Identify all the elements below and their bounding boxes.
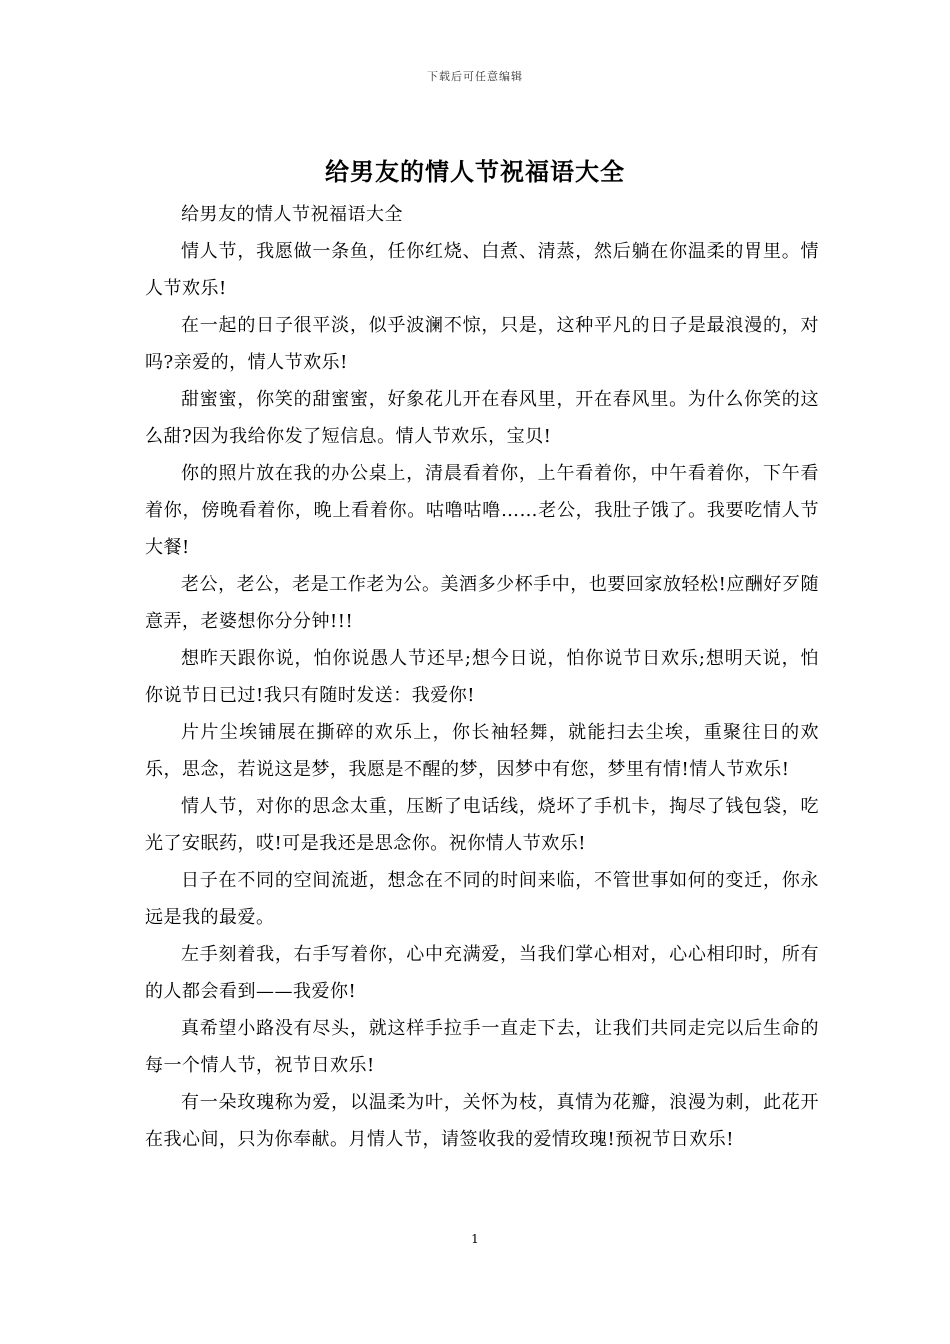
paragraph: 日子在不同的空间流逝，想念在不同的时间来临，不管世事如何的变迁，你永远是我的最爱。 <box>145 870 819 928</box>
paragraph: 左手刻着我，右手写着你，心中充满爱，当我们掌心相对，心心相印时，所有的人都会看到——我爱你! <box>145 944 819 1002</box>
paragraph: 情人节，我愿做一条鱼，任你红烧、白煮、清蒸，然后躺在你温柔的胃里。情人节欢乐! <box>145 241 819 299</box>
paragraph: 有一朵玫瑰称为爱，以温柔为叶，关怀为枝，真情为花瓣，浪漫为刺，此花开在我心间，只为你奉献。月情人节，请签收我的爱情玫瑰!预祝节日欢乐! <box>145 1092 819 1150</box>
document-body <box>145 196 819 1158</box>
page-header-note: 下载后可任意编辑 <box>427 70 523 83</box>
page-number: 1 <box>471 1232 479 1246</box>
paragraph: 你的照片放在我的办公桌上，清晨看着你，上午看着你，中午看着你，下午看着你，傍晚看着你，晚上看着你。咕噜咕噜……老公，我肚子饿了。我要吃情人节大餐! <box>145 463 819 558</box>
paragraph: 给男友的情人节祝福语大全 <box>181 204 403 225</box>
document-title: 给男友的情人节祝福语大全 <box>325 157 625 186</box>
paragraph: 片片尘埃铺展在撕碎的欢乐上，你长袖轻舞，就能扫去尘埃，重聚往日的欢乐，思念，若说这是梦，我愿是不醒的梦，因梦中有您，梦里有情!情人节欢乐! <box>145 722 819 780</box>
paragraph: 甜蜜蜜，你笑的甜蜜蜜，好象花儿开在春风里，开在春风里。为什么你笑的这么甜?因为我给你发了短信息。情人节欢乐，宝贝! <box>145 389 819 447</box>
paragraph: 想昨天跟你说，怕你说愚人节还早;想今日说，怕你说节日欢乐;想明天说，怕你说节日已过!我只有随时发送：我爱你! <box>145 648 819 706</box>
paragraph: 老公，老公，老是工作老为公。美酒多少杯手中，也要回家放轻松!应酬好歹随意弄，老婆想你分分钟!!! <box>145 574 819 632</box>
paragraph: 在一起的日子很平淡，似乎波澜不惊，只是，这种平凡的日子是最浪漫的，对吗?亲爱的，情人节欢乐! <box>145 315 819 373</box>
paragraph: 真希望小路没有尽头，就这样手拉手一直走下去，让我们共同走完以后生命的每一个情人节，祝节日欢乐! <box>145 1018 819 1076</box>
paragraph: 情人节，对你的思念太重，压断了电话线，烧坏了手机卡，掏尽了钱包袋，吃光了安眠药，哎!可是我还是思念你。祝你情人节欢乐! <box>145 796 819 854</box>
